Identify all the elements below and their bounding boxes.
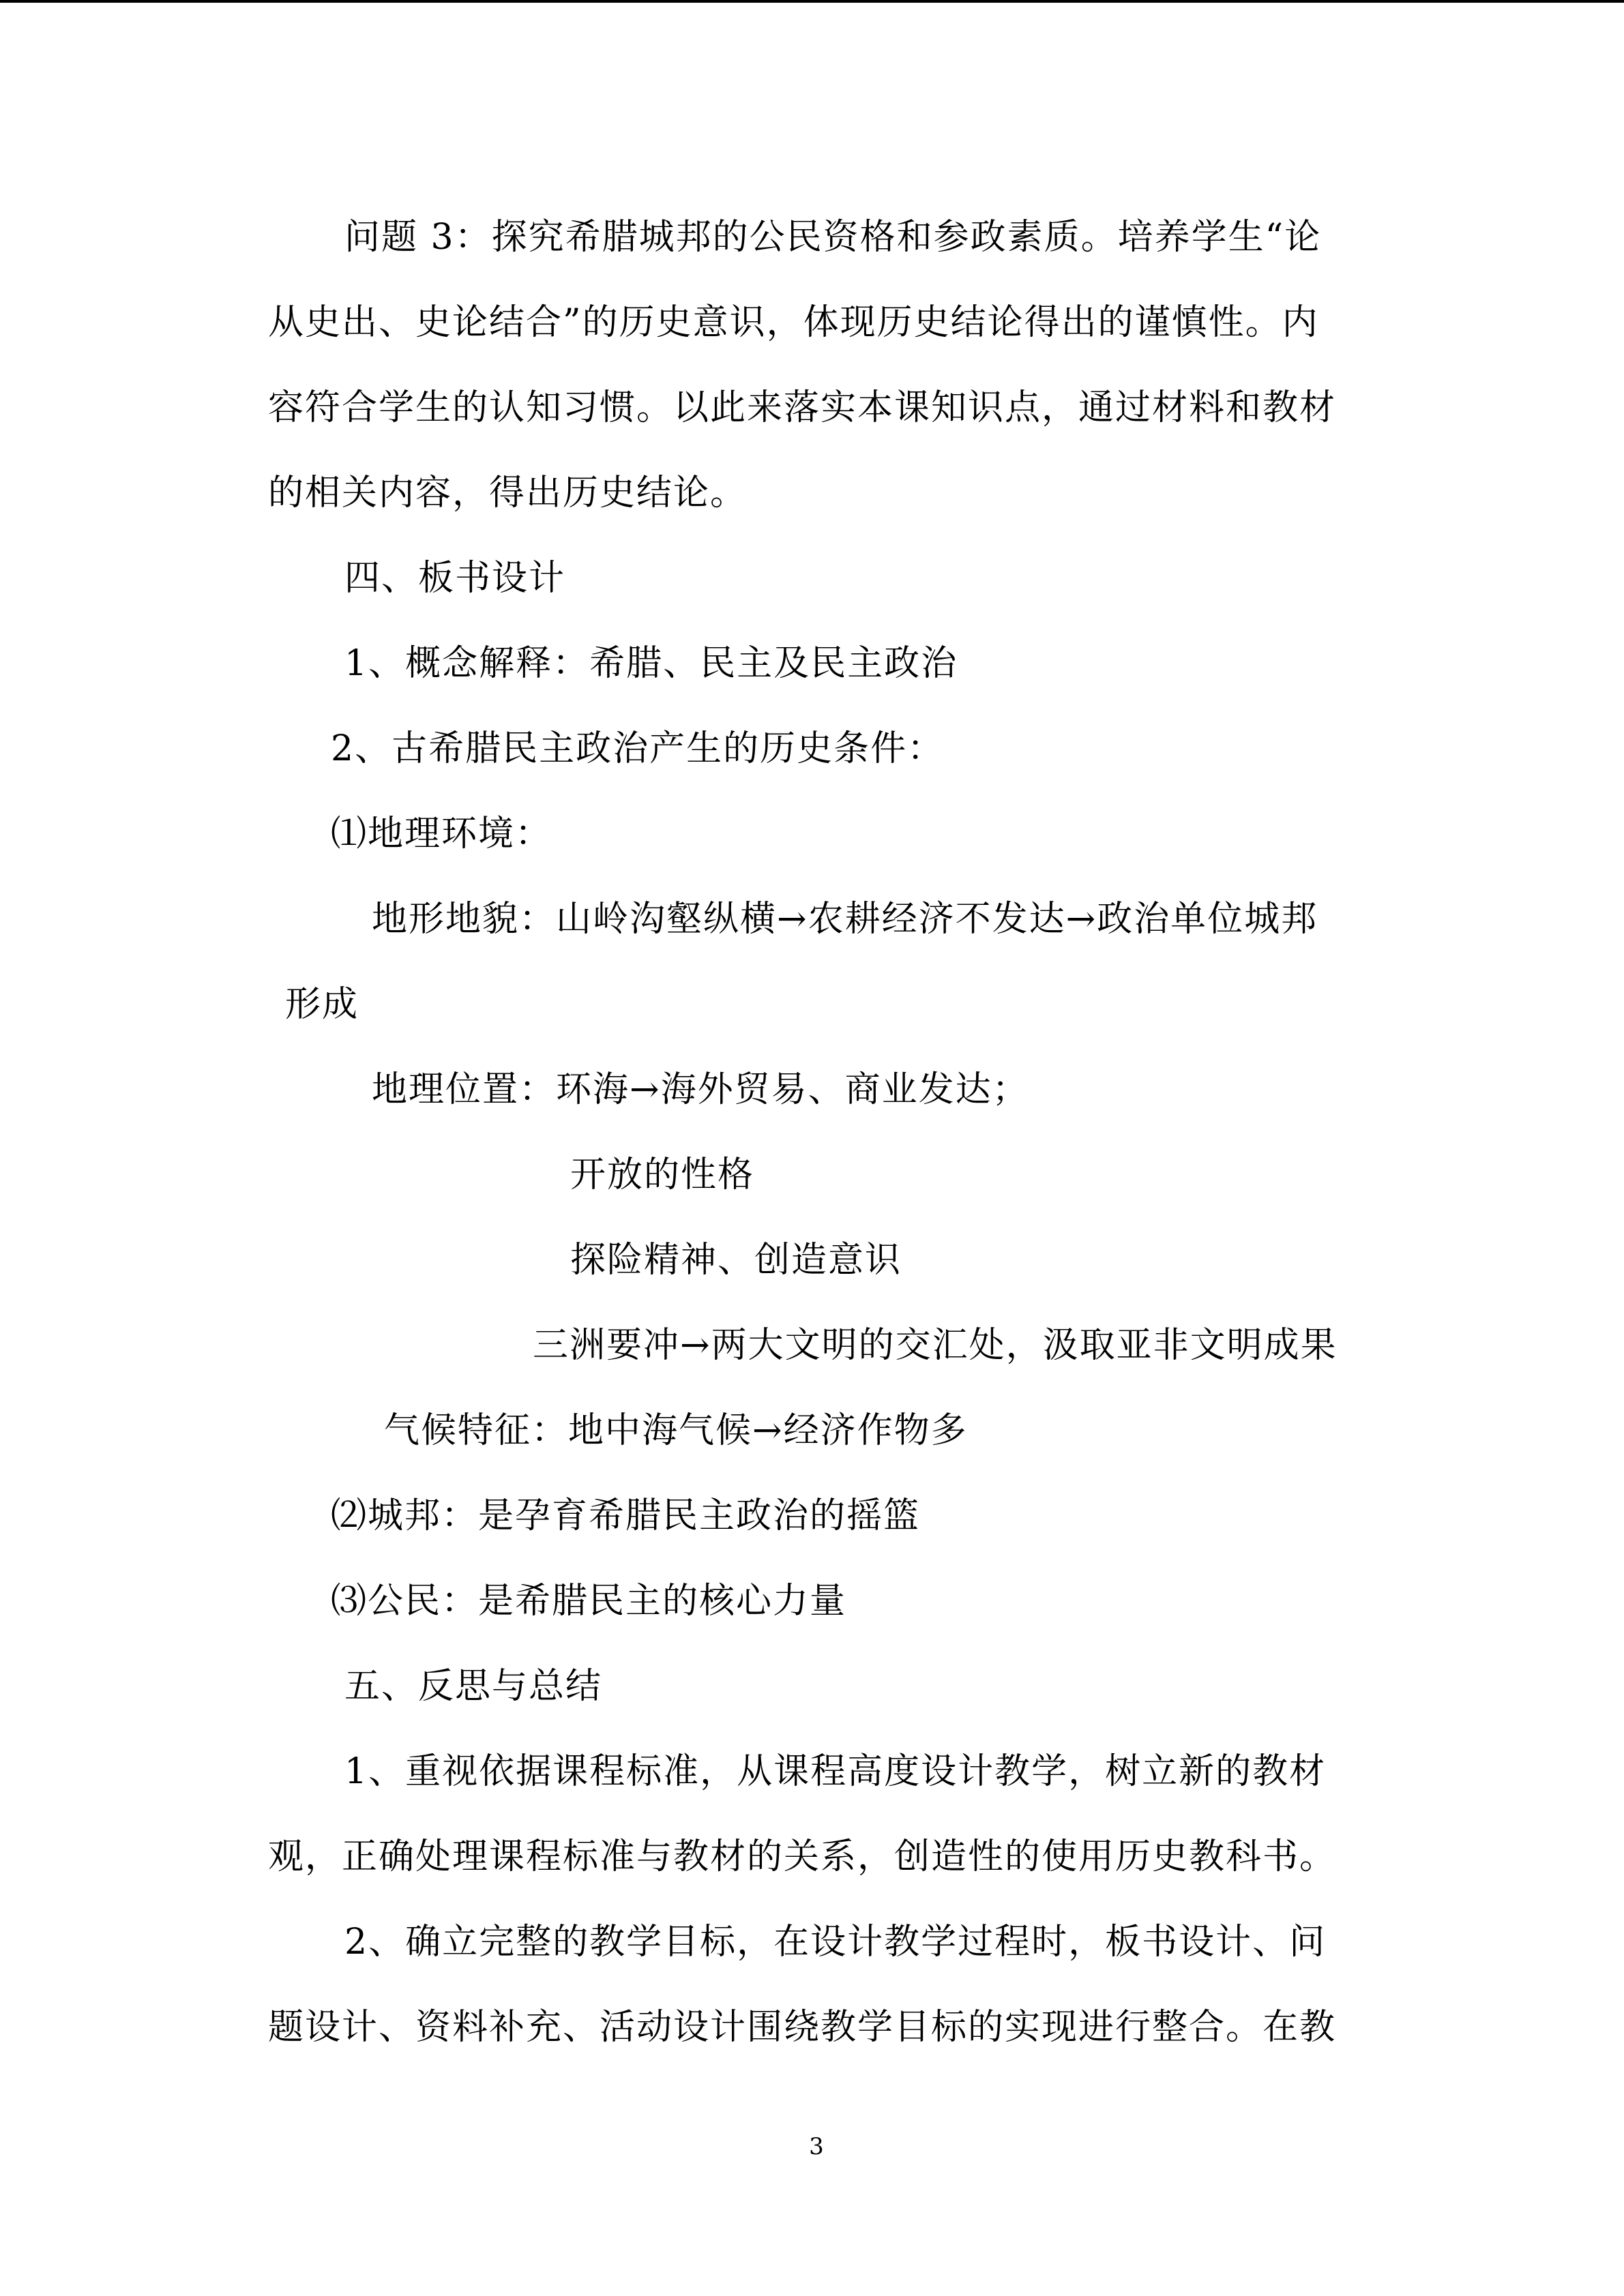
text-line: 形成 (285, 984, 359, 1025)
text-line: 题设计、资料补充、活动设计围绕教学目标的实现进行整合。在教 (268, 2007, 1337, 2048)
page-top-border (0, 0, 1624, 3)
section-heading: 五、反思与总结 (344, 1666, 603, 1707)
text-line: 探险精神、创造意识 (570, 1240, 902, 1281)
text-line: 2、确立完整的教学目标，在设计教学过程时，板书设计、问 (344, 1922, 1327, 1963)
text-line: ⑴地理环境： (331, 814, 552, 854)
section-heading: 四、板书设计 (344, 558, 566, 599)
page-number: 3 (809, 2133, 824, 2160)
text-line: 三洲要冲→两大文明的交汇处，汲取亚非文明成果 (533, 1325, 1338, 1366)
text-line: 1、概念解释：希腊、民主及民主政治 (344, 643, 958, 684)
text-line: 的相关内容，得出历史结论。 (268, 473, 748, 513)
text-line: 开放的性格 (570, 1154, 755, 1195)
text-line: 气候特征：地中海气候→经济作物多 (384, 1410, 968, 1451)
text-line: 2、古希腊民主政治产生的历史条件： (331, 728, 945, 769)
text-line: 观，正确处理课程标准与教材的关系，创造性的使用历史教科书。 (268, 1836, 1337, 1877)
text-line: ⑵城邦：是孕育希腊民主政治的摇篮 (331, 1495, 921, 1536)
text-line: 问题 3：探究希腊城邦的公民资格和参政素质。培养学生“论 (344, 217, 1322, 258)
text-line: 1、重视依据课程标准，从课程高度设计教学，树立新的教材 (344, 1751, 1327, 1792)
text-line: 容符合学生的认知习惯。以此来落实本课知识点，通过材料和教材 (268, 387, 1337, 428)
text-line: ⑶公民：是希腊民主的核心力量 (331, 1581, 847, 1622)
text-line: 从史出、史论结合”的历史意识，体现历史结论得出的谨慎性。内 (268, 302, 1319, 343)
text-line: 地形地貌：山岭沟壑纵横→农耕经济不发达→政治单位城邦 (372, 899, 1318, 940)
text-line: 地理位置：环海→海外贸易、商业发达； (372, 1069, 1029, 1110)
